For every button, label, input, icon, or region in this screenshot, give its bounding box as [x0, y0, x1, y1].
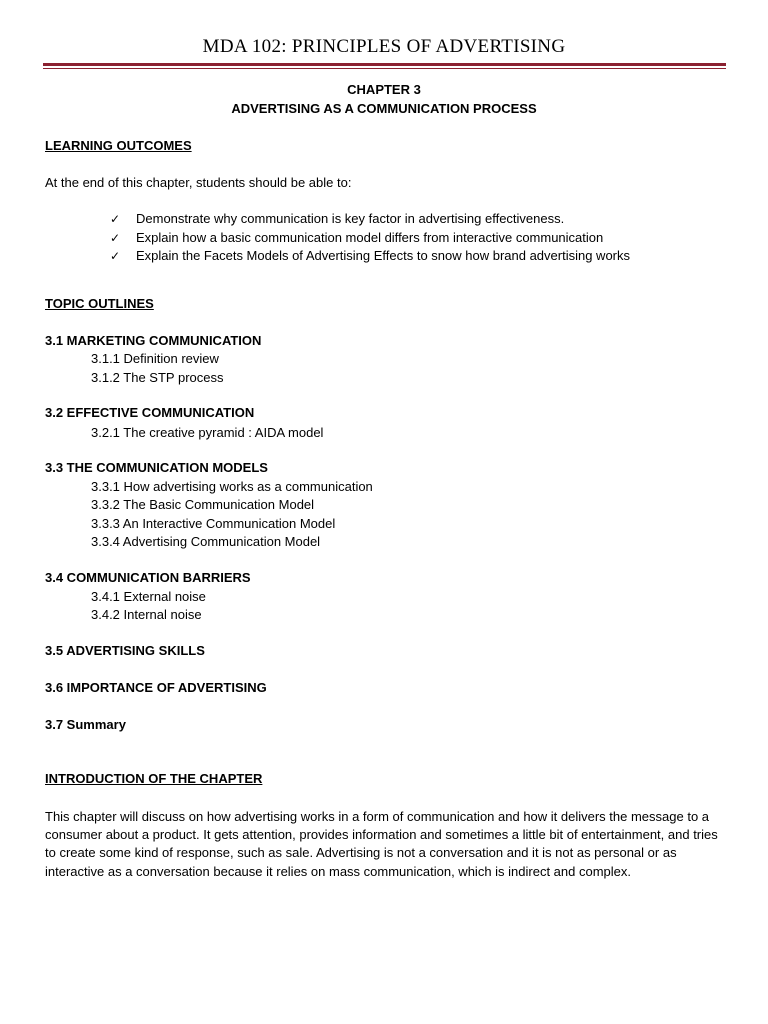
document-header-title: MDA 102: PRINCIPLES OF ADVERTISING: [202, 36, 566, 57]
subsection-item: 3.4.1 External noise: [91, 589, 206, 604]
checkmark-icon: ✓: [110, 231, 121, 245]
subsection-item: 3.1.1 Definition review: [91, 351, 219, 366]
chapter-title: ADVERTISING AS A COMMUNICATION PROCESS: [231, 101, 537, 116]
topic-outlines-heading: TOPIC OUTLINES: [45, 296, 154, 311]
header-rule-thick: [43, 63, 726, 66]
subsection-item: 3.2.1 The creative pyramid : AIDA model: [91, 425, 324, 440]
introduction-paragraph: This chapter will discuss on how advertising works in a form of communication and how it delivers the message to a consumer about a product. It gets attention, provides information and sometimes a little bit of entertainment, and tries to create some kind of response, such as sale. Advertising is not a conversation and it is not as personal or as interactive as a conversation because it relies on mass communication, which is indirect and complex.: [45, 809, 718, 879]
list-item-text: Demonstrate why communication is key factor in advertising effectiveness.: [136, 211, 565, 226]
subsection-item: 3.3.2 The Basic Communication Model: [91, 497, 315, 512]
subsection-item: 3.1.2 The STP process: [91, 370, 224, 385]
checkmark-icon: ✓: [110, 212, 121, 226]
header-rule-thin: [43, 68, 726, 69]
learning-outcomes-intro: At the end of this chapter, students should be able to:: [45, 175, 352, 190]
checkmark-icon: ✓: [110, 249, 121, 263]
list-item-text: Explain the Facets Models of Advertising Effects to snow how brand advertising works: [136, 248, 631, 263]
chapter-number: CHAPTER 3: [347, 82, 421, 97]
section-heading: 3.6 IMPORTANCE OF ADVERTISING: [45, 680, 267, 695]
section-heading: 3.3 THE COMMUNICATION MODELS: [45, 460, 268, 475]
section-heading: 3.1 MARKETING COMMUNICATION: [45, 333, 262, 348]
section-heading: 3.2 EFFECTIVE COMMUNICATION: [45, 405, 255, 420]
subsection-item: 3.3.4 Advertising Communication Model: [91, 534, 321, 549]
introduction-heading: INTRODUCTION OF THE CHAPTER: [45, 771, 263, 786]
learning-outcomes-heading: LEARNING OUTCOMES: [45, 138, 192, 153]
subsection-item: 3.3.3 An Interactive Communication Model: [91, 516, 336, 531]
section-heading: 3.4 COMMUNICATION BARRIERS: [45, 570, 251, 585]
subsection-item: 3.4.2 Internal noise: [91, 607, 202, 622]
list-item-text: Explain how a basic communication model differs from interactive communication: [136, 230, 604, 245]
section-heading: 3.5 ADVERTISING SKILLS: [45, 643, 205, 658]
subsection-item: 3.3.1 How advertising works as a communication: [91, 479, 373, 494]
section-heading: 3.7 Summary: [45, 717, 126, 732]
